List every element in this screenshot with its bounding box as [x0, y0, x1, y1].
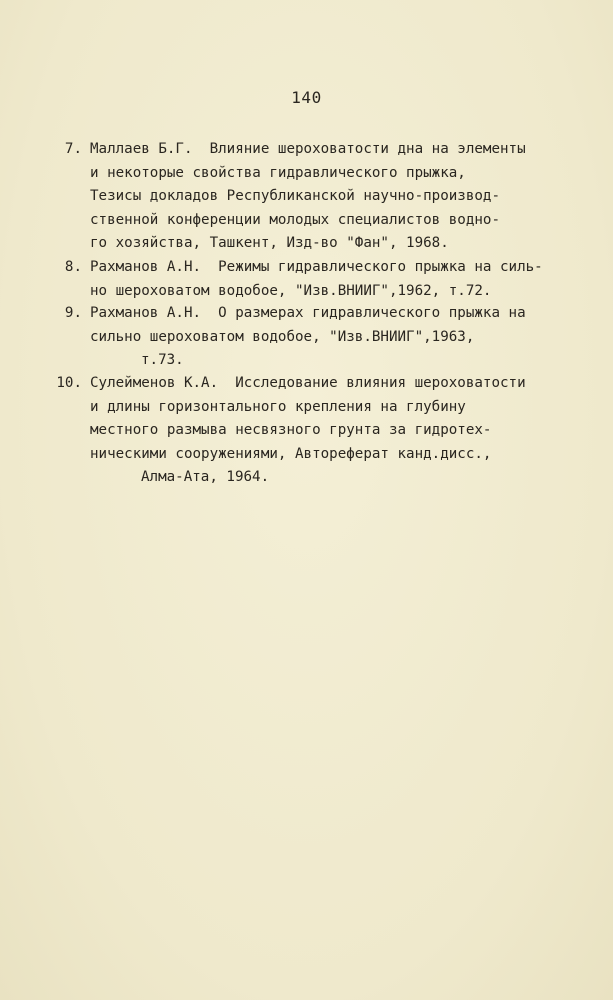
reference-line: ническими сооружениями, Автореферат канд.дисс., — [90, 445, 492, 462]
reference-number: 9. — [64, 305, 82, 321]
reference-line: Рахманов А.Н. Режимы гидравлического прыжка на силь- — [90, 259, 543, 275]
reference-line: и длины горизонтального крепления на глубину — [90, 398, 466, 415]
reference-line: го хозяйства, Ташкент, Изд-во "Фан", 1968. — [90, 235, 449, 252]
reference-line: Тезисы докладов Республиканской научно-производ- — [90, 188, 500, 205]
reference-line: но шероховатом водобое, "Изв.ВНИИГ",1962, т.72. — [90, 282, 492, 299]
reference-line: т.73. — [141, 352, 184, 369]
reference-line: Сулейменов К.А. Исследование влияния шероховатости — [90, 375, 526, 391]
reference-item — [0, 372, 613, 561]
reference-number: 7. — [64, 141, 82, 157]
reference-line: Рахманов А.Н. О размерах гидравлического прыжка на — [90, 305, 526, 321]
reference-line: сильно шероховатом водобое, "Изв.ВНИИГ",1963, — [90, 328, 475, 345]
reference-number: 8. — [64, 259, 82, 275]
reference-line: Алма-Ата, 1964. — [141, 469, 270, 486]
page-number: 140 — [291, 88, 322, 107]
reference-line: ственной конференции молодых специалистов водно- — [90, 211, 500, 228]
reference-number: 10. — [56, 375, 82, 391]
reference-line: Маллаев Б.Г. Влияние шероховатости дна на элементы — [90, 141, 526, 157]
reference-line: местного размыва несвязного грунта за гидротех- — [90, 422, 492, 439]
reference-line: и некоторые свойства гидравлического прыжка, — [90, 164, 466, 181]
